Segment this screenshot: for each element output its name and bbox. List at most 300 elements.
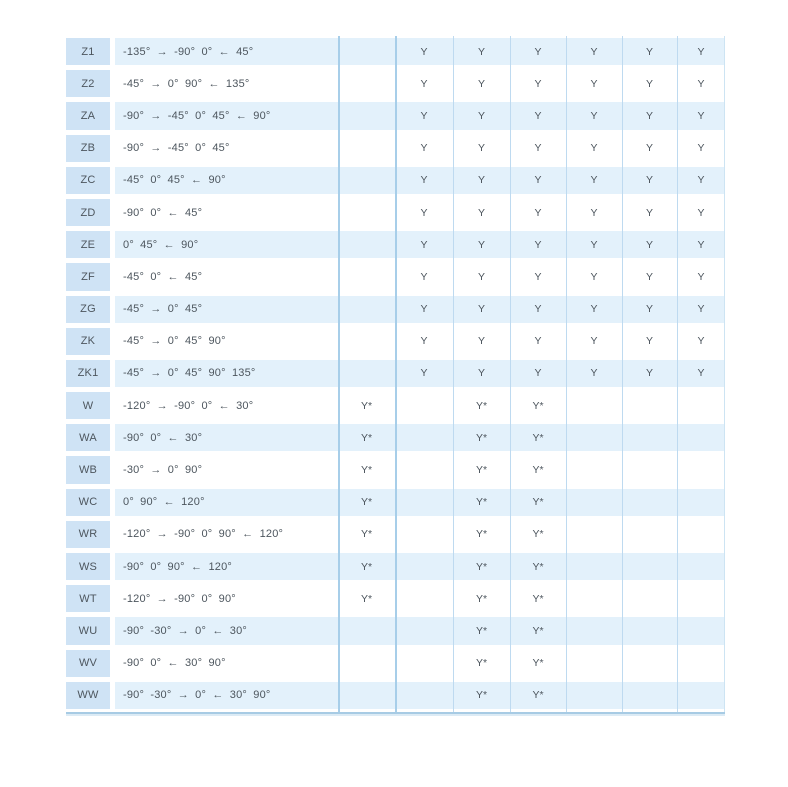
availability-cell [338,487,395,519]
angle-sequence-label: -45° → 0° 90° ← 135° [123,77,250,90]
availability-cell [677,165,725,197]
availability-cell [510,165,566,197]
availability-cell [677,648,725,680]
availability-mark: Y [534,335,542,348]
row-code-cell [66,36,110,68]
availability-mark: Y [477,77,485,90]
table-row [66,648,725,680]
availability-cell [510,648,566,680]
availability-mark: Y [420,238,428,251]
angle-sequence-label: -90° 0° 90° ← 120° [123,560,233,573]
availability-cell [453,100,510,132]
availability-mark: Y* [360,464,373,477]
availability-cell [510,551,566,583]
availability-mark [677,489,725,516]
availability-mark: Y [697,206,705,219]
availability-cell [677,294,725,326]
availability-cell [566,519,622,551]
row-code-label: WV [78,657,98,670]
availability-mark: Y* [360,560,373,573]
angle-sequence-label: -90° -30° → 0° ← 30° 90° [123,689,271,702]
availability-cell [622,133,677,165]
availability-cell [566,197,622,229]
row-code-cell [66,615,110,647]
availability-cell [338,680,395,712]
availability-cell [566,648,622,680]
availability-mark [395,650,453,677]
availability-mark: Y [534,109,542,122]
availability-mark: Y* [475,657,488,670]
availability-cell [622,294,677,326]
row-description-cell [115,229,338,261]
availability-mark: Y [477,109,485,122]
table-row [66,390,725,422]
availability-mark [338,263,395,290]
availability-cell [510,358,566,390]
availability-cell [677,551,725,583]
row-code-label: WT [79,592,97,605]
availability-mark: Y [534,367,542,380]
row-code-label: ZK [80,335,96,348]
availability-cell [622,648,677,680]
row-description-cell [115,133,338,165]
availability-cell [677,454,725,486]
availability-mark [566,617,622,644]
availability-mark [566,585,622,612]
row-code-cell [66,551,110,583]
availability-mark [677,392,725,419]
availability-cell [395,583,453,615]
availability-cell [510,583,566,615]
availability-cell [510,294,566,326]
availability-cell [510,680,566,712]
availability-mark: Y* [532,464,544,477]
row-code-label: WA [79,431,97,444]
availability-mark [566,553,622,580]
availability-mark [338,231,395,258]
availability-cell [622,583,677,615]
availability-cell [622,519,677,551]
availability-mark [622,521,677,548]
availability-cell [453,197,510,229]
row-code-cell [66,487,110,519]
availability-cell [622,165,677,197]
availability-cell [566,36,622,68]
availability-mark: Y [645,109,653,122]
angle-sequence-label: -90° 0° ← 30° 90° [123,657,226,670]
availability-cell [677,261,725,293]
availability-mark: Y* [360,431,373,444]
angle-sequence-label: -90° 0° ← 30° [123,431,203,444]
availability-cell [566,615,622,647]
availability-mark [338,167,395,194]
availability-mark: Y [420,174,428,187]
availability-mark [338,682,395,709]
availability-cell [395,100,453,132]
row-code-label: WU [78,624,98,637]
availability-cell [338,422,395,454]
row-code-cell [66,165,110,197]
availability-cell [395,648,453,680]
availability-mark [677,650,725,677]
availability-mark: Y* [532,560,544,573]
row-code-cell [66,197,110,229]
availability-cell [622,326,677,358]
availability-mark: Y [590,77,598,90]
availability-mark: Y* [532,496,544,509]
table-row [66,165,725,197]
availability-mark [677,682,725,709]
table-bottom-border-glow [66,714,725,716]
availability-mark: Y [420,77,428,90]
availability-cell [453,358,510,390]
availability-cell [566,100,622,132]
row-code-cell [66,454,110,486]
row-description-cell [115,261,338,293]
availability-cell [510,36,566,68]
availability-mark [622,392,677,419]
availability-cell [510,229,566,261]
availability-cell [677,326,725,358]
availability-cell [566,487,622,519]
availability-cell [453,326,510,358]
availability-mark [677,424,725,451]
row-code-cell [66,100,110,132]
availability-mark: Y [420,335,428,348]
table-row [66,294,725,326]
availability-mark: Y [697,270,705,283]
row-description-cell [115,487,338,519]
angle-sequence-label: -45° 0° 45° ← 90° [123,174,226,187]
availability-cell [395,36,453,68]
availability-cell [677,422,725,454]
availability-mark: Y [645,174,653,187]
availability-mark [677,521,725,548]
availability-cell [338,583,395,615]
availability-mark [338,650,395,677]
row-code-label: WS [78,560,98,573]
availability-mark: Y* [475,431,488,444]
angle-sequence-label: -90° → -45° 0° 45° [123,142,230,155]
availability-mark: Y [697,109,705,122]
row-description-cell [115,36,338,68]
availability-mark: Y [534,142,542,155]
angle-sequence-label: -45° 0° ← 45° [123,270,203,283]
angle-sequence-label: 0° 90° ← 120° [123,496,205,509]
availability-cell [338,165,395,197]
availability-mark [622,650,677,677]
row-description-cell [115,583,338,615]
availability-cell [395,551,453,583]
availability-mark [566,424,622,451]
availability-mark [338,199,395,226]
availability-cell [338,326,395,358]
row-description-cell [115,519,338,551]
availability-mark: Y [534,270,542,283]
availability-cell [395,487,453,519]
availability-mark: Y [645,77,653,90]
availability-mark: Y [477,142,485,155]
availability-mark: Y [590,238,598,251]
availability-cell [622,454,677,486]
availability-cell [510,326,566,358]
availability-cell [338,294,395,326]
table-row [66,229,725,261]
availability-mark [395,521,453,548]
angle-sequence-label: -90° → -45° 0° 45° ← 90° [123,109,271,122]
availability-cell [510,100,566,132]
row-code-label: ZC [80,174,96,187]
availability-cell [453,229,510,261]
availability-cell [395,68,453,100]
row-description-cell [115,358,338,390]
row-code-cell [66,261,110,293]
availability-mark [677,456,725,483]
availability-cell [677,583,725,615]
availability-cell [395,422,453,454]
availability-cell [566,294,622,326]
availability-mark: Y* [532,399,544,412]
row-code-label: WR [78,528,98,541]
availability-cell [622,615,677,647]
availability-mark: Y [477,206,485,219]
availability-cell [510,615,566,647]
availability-mark: Y [420,270,428,283]
availability-mark: Y [645,335,653,348]
availability-mark: Y [420,206,428,219]
angle-sequence-label: -120° → -90° 0° 90° ← 120° [123,528,284,541]
availability-cell [677,133,725,165]
row-description-cell [115,100,338,132]
availability-mark [622,489,677,516]
angle-sequence-label: -135° → -90° 0° ← 45° [123,45,254,58]
availability-mark: Y* [532,689,544,702]
availability-cell [622,197,677,229]
availability-mark [338,328,395,355]
availability-cell [566,358,622,390]
row-description-cell [115,454,338,486]
availability-mark: Y [645,142,653,155]
availability-cell [453,294,510,326]
row-description-cell [115,680,338,712]
availability-mark: Y [590,367,598,380]
table-row [66,680,725,712]
availability-mark [622,553,677,580]
availability-mark [566,650,622,677]
availability-cell [338,648,395,680]
row-description-cell [115,615,338,647]
availability-mark: Y* [475,689,488,702]
table-row [66,487,725,519]
angle-sequence-label: -45° → 0° 45° [123,303,203,316]
row-code-label: W [82,399,94,412]
availability-mark [622,617,677,644]
availability-mark: Y [420,109,428,122]
availability-cell [338,229,395,261]
row-description-cell [115,294,338,326]
availability-cell [338,68,395,100]
availability-mark: Y [477,45,485,58]
availability-mark: Y* [475,496,488,509]
availability-cell [677,68,725,100]
availability-cell [622,390,677,422]
availability-cell [338,100,395,132]
availability-cell [338,358,395,390]
availability-mark [338,38,395,65]
table-row [66,197,725,229]
availability-mark [338,617,395,644]
availability-mark: Y [697,303,705,316]
availability-mark: Y [477,270,485,283]
availability-cell [395,229,453,261]
availability-cell [395,197,453,229]
availability-cell [677,519,725,551]
availability-mark [566,682,622,709]
availability-cell [453,615,510,647]
availability-mark: Y* [475,399,488,412]
availability-cell [395,390,453,422]
availability-mark: Y [477,367,485,380]
row-description-cell [115,197,338,229]
availability-mark: Y [420,367,428,380]
angle-sequence-label: -30° → 0° 90° [123,464,203,477]
row-code-cell [66,583,110,615]
availability-mark [395,553,453,580]
availability-mark: Y [590,45,598,58]
availability-mark [338,296,395,323]
availability-cell [453,165,510,197]
availability-mark [622,424,677,451]
table-row [66,68,725,100]
availability-cell [453,680,510,712]
availability-cell [395,133,453,165]
availability-mark [395,617,453,644]
availability-cell [338,36,395,68]
table-row [66,615,725,647]
angle-sequence-label: -90° 0° ← 45° [123,206,203,219]
availability-mark: Y [590,109,598,122]
availability-mark: Y [645,238,653,251]
availability-mark [395,489,453,516]
availability-cell [677,36,725,68]
table-rows [66,36,725,712]
availability-cell [510,133,566,165]
availability-mark: Y [590,335,598,348]
availability-cell [395,615,453,647]
availability-mark: Y [697,77,705,90]
availability-mark: Y* [475,528,488,541]
availability-cell [677,680,725,712]
availability-cell [566,261,622,293]
row-description-cell [115,165,338,197]
availability-cell [338,133,395,165]
angle-sequence-label: -120° → -90° 0° ← 30° [123,399,254,412]
availability-cell [566,229,622,261]
availability-mark [622,585,677,612]
availability-cell [338,454,395,486]
availability-mark [395,682,453,709]
availability-mark: Y [645,270,653,283]
availability-cell [453,261,510,293]
table-row [66,133,725,165]
row-code-cell [66,358,110,390]
row-code-cell [66,519,110,551]
availability-cell [510,454,566,486]
availability-mark: Y [697,142,705,155]
angle-sequence-label: -120° → -90° 0° 90° [123,592,236,605]
table-row [66,358,725,390]
availability-mark [338,360,395,387]
table-row [66,551,725,583]
availability-mark: Y [645,45,653,58]
row-description-cell [115,326,338,358]
availability-cell [677,100,725,132]
availability-mark: Y [420,303,428,316]
availability-cell [566,551,622,583]
availability-mark: Y [697,367,705,380]
mounting-position-table [66,36,725,712]
availability-cell [677,487,725,519]
availability-mark: Y [477,174,485,187]
row-description-cell [115,551,338,583]
availability-mark: Y* [360,496,373,509]
availability-mark: Y [590,303,598,316]
availability-cell [510,487,566,519]
table-row [66,583,725,615]
availability-cell [453,454,510,486]
availability-mark: Y [590,206,598,219]
availability-mark [395,456,453,483]
availability-cell [566,422,622,454]
row-code-label: ZK1 [77,367,99,380]
row-description-cell [115,422,338,454]
availability-mark [622,682,677,709]
availability-mark [566,521,622,548]
row-description-cell [115,390,338,422]
availability-mark [566,456,622,483]
table-row [66,100,725,132]
availability-mark: Y* [532,528,544,541]
availability-cell [453,648,510,680]
availability-cell [338,615,395,647]
availability-mark: Y* [475,592,488,605]
row-code-cell [66,294,110,326]
availability-mark: Y [697,174,705,187]
availability-mark: Y [534,238,542,251]
availability-mark [338,135,395,162]
row-code-label: WB [78,464,98,477]
availability-cell [510,261,566,293]
availability-cell [622,680,677,712]
availability-mark: Y [477,335,485,348]
table-row [66,519,725,551]
availability-cell [510,68,566,100]
availability-mark: Y* [360,528,373,541]
availability-cell [677,229,725,261]
availability-cell [453,551,510,583]
availability-cell [677,358,725,390]
angle-sequence-label: -45° → 0° 45° 90° 135° [123,367,256,380]
availability-mark: Y [534,174,542,187]
availability-mark: Y [590,142,598,155]
availability-cell [566,583,622,615]
availability-cell [453,583,510,615]
availability-mark: Y [534,303,542,316]
row-code-label: ZG [80,303,96,316]
table-row [66,261,725,293]
availability-mark [338,70,395,97]
availability-cell [622,358,677,390]
